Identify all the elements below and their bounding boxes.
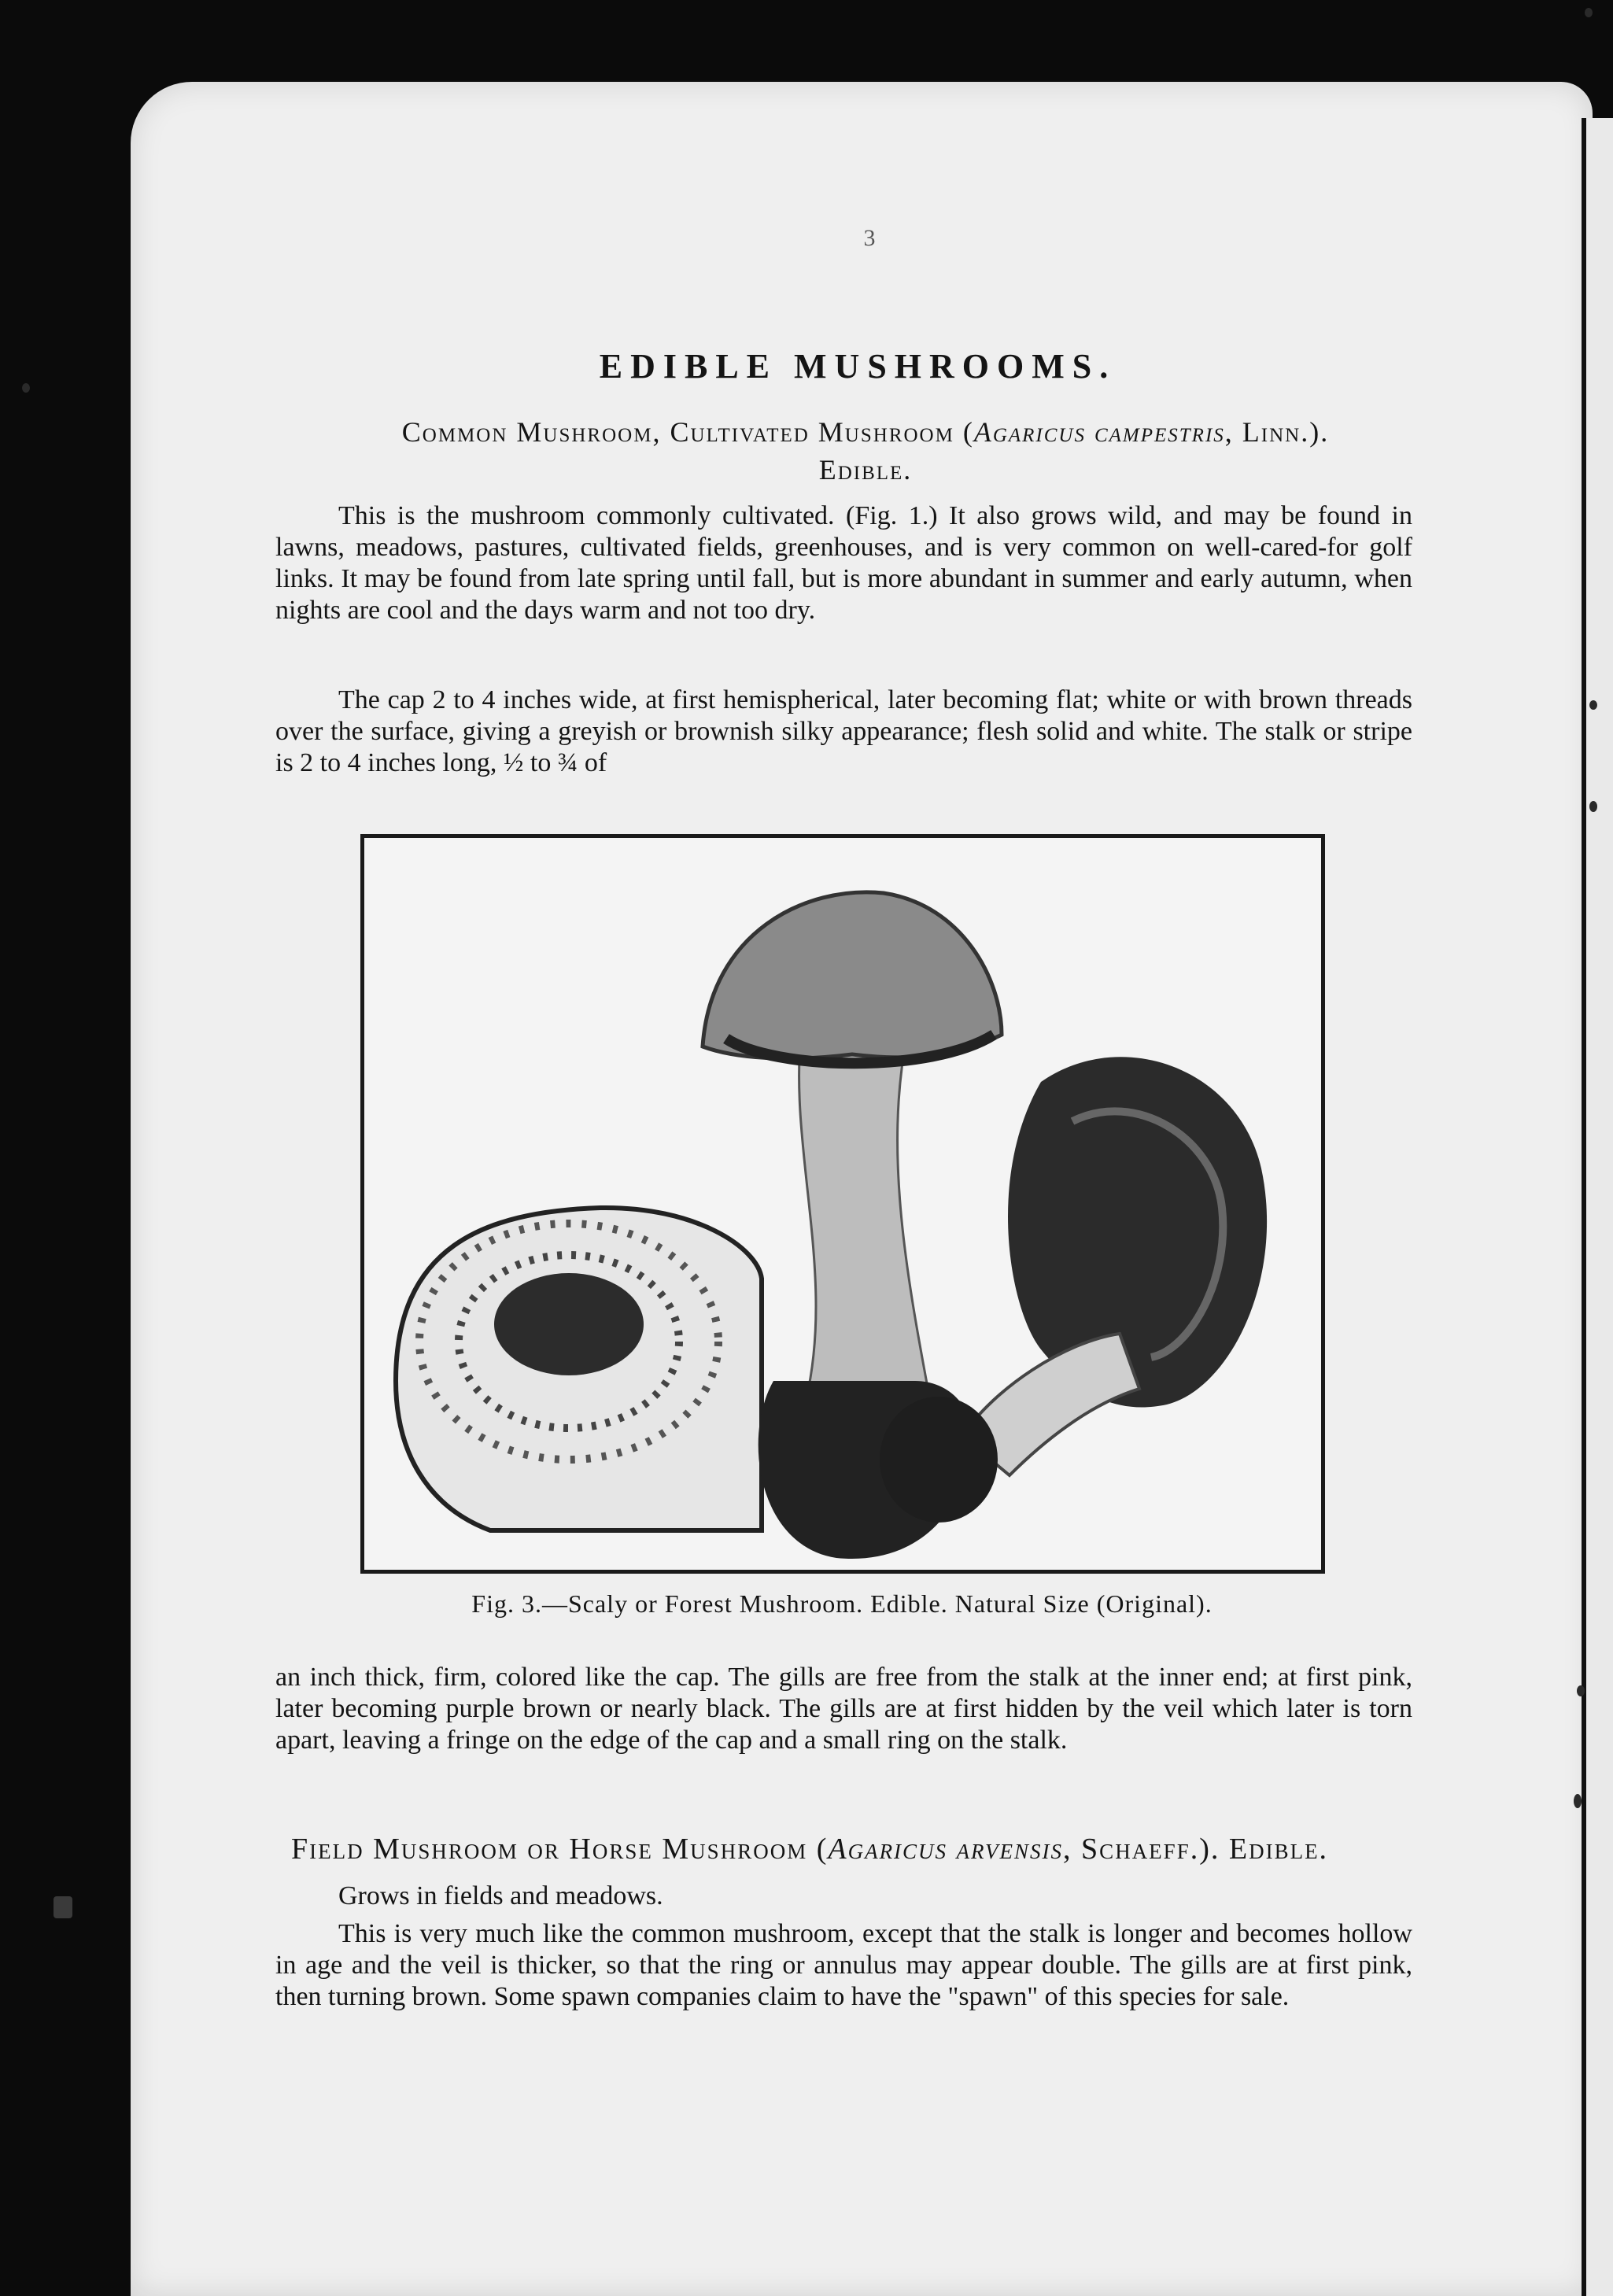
lying-cap-image <box>1008 1057 1267 1407</box>
heading-authority: , Linn.). <box>1224 416 1330 448</box>
field-mushroom-heading <box>291 1832 1408 1866</box>
figure-caption: Fig. 3.—Scaly or Forest Mushroom. Edible. Natural Size (Original). <box>471 1589 1213 1618</box>
latin-name: Agaricus campestris <box>973 416 1225 448</box>
paragraph: This is the mushroom commonly cultivated. (Fig. 1.) It also grows wild, and may be found in lawns, meadows, pastures, cultivated fields, greenhouses, and is very common on well-cared-for golf links. It may be found from late spring until fall, but is more abundant in summer and early autumn, when nights are cool and the days warm and not too dry. <box>275 501 1412 625</box>
cap-center-image <box>494 1273 644 1375</box>
edibility-label: Edible. <box>818 454 913 485</box>
heading-text: Common Mushroom, Cultivated Mushroom ( <box>401 416 974 448</box>
heading-text: Field Mushroom or Horse Mushroom ( <box>291 1833 829 1866</box>
heading-authority: , Schaeff.). Edible. <box>1063 1833 1329 1866</box>
latin-name: Agaricus arvensis <box>828 1833 1064 1866</box>
common-mushroom-heading <box>330 415 1401 448</box>
section-heading: EDIBLE MUSHROOMS. <box>599 347 1117 386</box>
paragraph: an inch thick, firm, colored like the cap. The gills are free from the stalk at the inner end; at first pink, later becoming purple brown or nearly black. The gills are at first hidden by the veil which later is torn apart, leaving a fringe on the edge of the cap and a small ring on the stalk. <box>275 1663 1412 1755</box>
page-number: 3 <box>863 225 876 251</box>
paragraph: The cap 2 to 4 inches wide, at first hemispherical, later becoming flat; white or with brown threads over the surface, giving a greyish or brownish silky appearance; flesh solid and white. The stalk or stripe is 2 to 4 inches long, ½ to ¾ of <box>275 685 1412 777</box>
paragraph: Grows in fields and meadows. <box>338 1881 663 1910</box>
lying-bulb-image <box>880 1397 998 1523</box>
paragraph: This is very much like the common mushroom, except that the stalk is longer and becomes hollow in age and the veil is thicker, so that the ring or annulus may appear double. The gills are at first pink, then turning brown. Some spawn companies claim to have the "spawn" of this species for sale. <box>275 1919 1412 2011</box>
mushroom-photograph <box>360 834 1325 1574</box>
